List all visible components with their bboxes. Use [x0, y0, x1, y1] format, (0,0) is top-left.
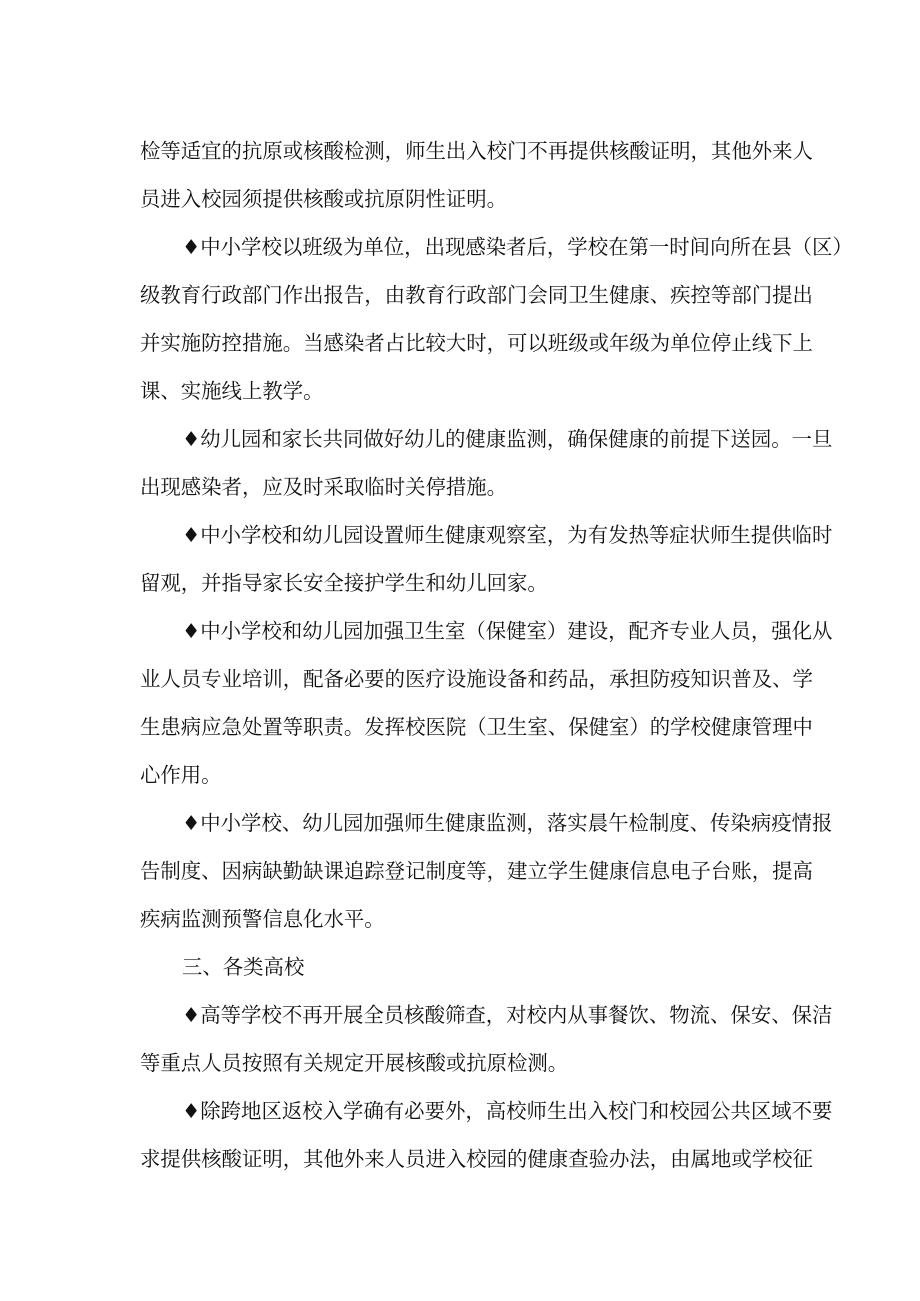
paragraph-line: 生患病应急处置等职责。发挥校医院（卫生室、保健室）的学校健康管理中	[140, 715, 813, 739]
bullet-paragraph-line: ♦中小学校和幼儿园加强卫生室（保健室）建设，配齐专业人员，强化从	[182, 619, 833, 643]
paragraph-line: 告制度、因病缺勤缺课追踪登记制度等，建立学生健康信息电子台账，提高	[140, 859, 813, 883]
paragraph-line: 求提供核酸证明，其他外来人员进入校园的健康查验办法，由属地或学校征	[140, 1147, 813, 1171]
paragraph-line: 心作用。	[140, 763, 222, 787]
paragraph-line: 留观，并指导家长安全接护学生和幼儿回家。	[140, 571, 548, 595]
document-body	[140, 127, 853, 1183]
paragraph-line: 业人员专业培训，配备必要的医疗设施设备和药品，承担防疫知识普及、学	[140, 667, 813, 691]
section-heading: 三、各类高校	[182, 955, 305, 979]
bullet-paragraph-line: ♦幼儿园和家长共同做好幼儿的健康监测，确保健康的前提下送园。一旦	[182, 427, 833, 451]
bullet-paragraph-line: ♦中小学校、幼儿园加强师生健康监测，落实晨午检制度、传染病疫情报	[182, 811, 833, 835]
paragraph-line: 级教育行政部门作出报告，由教育行政部门会同卫生健康、疾控等部门提出	[140, 283, 813, 307]
paragraph-line: 并实施防控措施。当感染者占比较大时，可以班级或年级为单位停止线下上	[140, 331, 813, 355]
bullet-paragraph-line: ♦中小学校以班级为单位，出现感染者后，学校在第一时间向所在县（区）	[182, 235, 853, 259]
bullet-paragraph-line: ♦高等学校不再开展全员核酸筛查，对校内从事餐饮、物流、保安、保洁	[182, 1003, 833, 1027]
bullet-paragraph-line: ♦除跨地区返校入学确有必要外，高校师生出入校门和校园公共区域不要	[182, 1099, 833, 1123]
paragraph-line: 出现感染者，应及时采取临时关停措施。	[140, 475, 508, 499]
paragraph-line: 疾病监测预警信息化水平。	[140, 907, 385, 931]
paragraph-line: 等重点人员按照有关规定开展核酸或抗原检测。	[140, 1051, 569, 1075]
paragraph-line: 检等适宜的抗原或核酸检测，师生出入校门不再提供核酸证明，其他外来人	[140, 139, 813, 163]
paragraph-line: 课、实施线上教学。	[140, 379, 324, 403]
bullet-paragraph-line: ♦中小学校和幼儿园设置师生健康观察室，为有发热等症状师生提供临时	[182, 523, 833, 547]
paragraph-line: 员进入校园须提供核酸或抗原阴性证明。	[140, 187, 508, 211]
